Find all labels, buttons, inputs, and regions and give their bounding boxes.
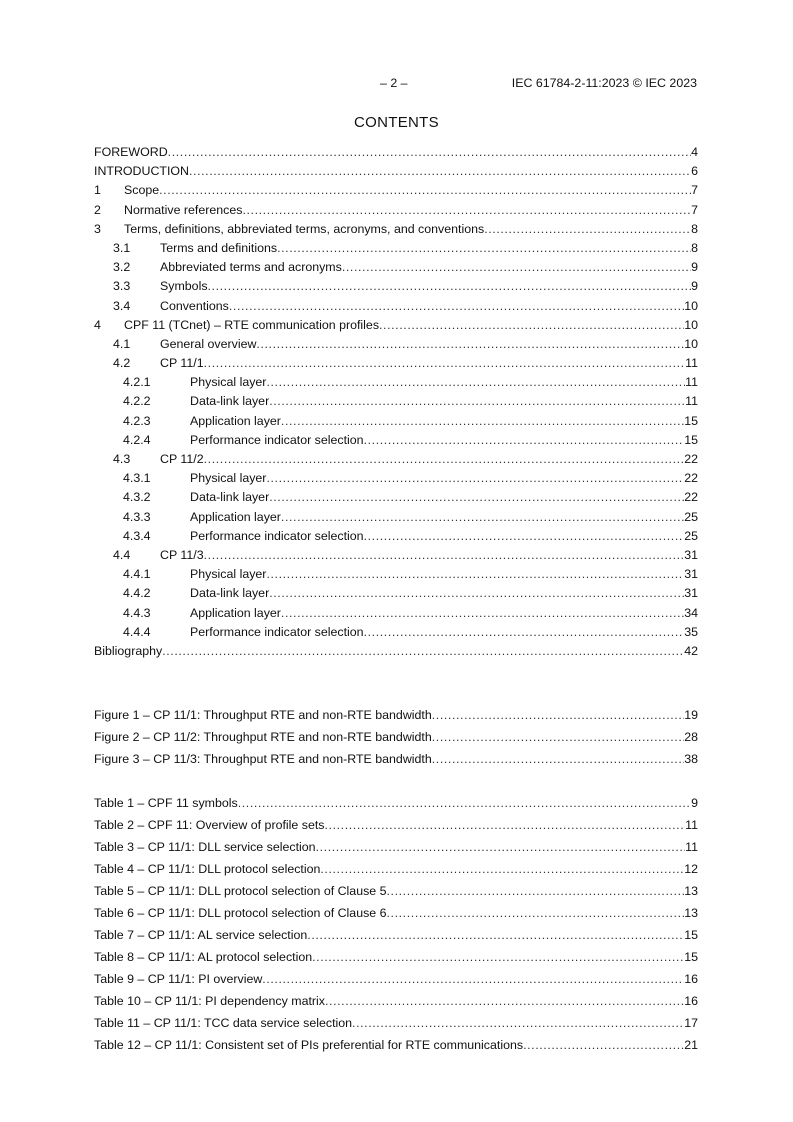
entry-page: 9 (691, 260, 698, 275)
entry-title[interactable]: Symbols (160, 279, 208, 294)
list-of-tables (94, 792, 698, 1056)
toc-entry[interactable] (94, 584, 698, 603)
table-entry[interactable] (94, 946, 698, 968)
table-entry[interactable] (94, 902, 698, 924)
entry-title[interactable]: Table 4 – CP 11/1: DLL protocol selection (94, 862, 321, 876)
entry-title[interactable]: Table 3 – CP 11/1: DLL service selection (94, 840, 316, 854)
entry-page: 10 (684, 317, 698, 332)
dot-leader (320, 858, 684, 880)
dot-leader (387, 880, 685, 902)
entry-number: 4.2.2 (123, 394, 151, 409)
entry-page: 4 (691, 145, 698, 159)
dot-leader (269, 488, 684, 507)
dot-leader (387, 902, 685, 924)
entry-page: 22 (684, 471, 698, 486)
toc-entry[interactable] (94, 527, 698, 546)
dot-leader (316, 836, 686, 858)
table-entry[interactable] (94, 792, 698, 814)
entry-title[interactable]: Normative references (124, 202, 243, 217)
entry-title[interactable]: Figure 3 – CP 11/3: Throughput RTE and non-RTE bandwidth (94, 752, 432, 766)
dot-leader (523, 1034, 684, 1056)
entry-title[interactable]: Table 8 – CP 11/1: AL protocol selection (94, 950, 313, 964)
entry-page: 11 (685, 840, 698, 854)
entry-page: 11 (685, 394, 698, 409)
dot-leader (325, 990, 684, 1012)
table-entry[interactable] (94, 924, 698, 946)
entry-page: 15 (684, 432, 698, 447)
toc-entry[interactable] (94, 392, 698, 411)
entry-title[interactable]: Table 6 – CP 11/1: DLL protocol selection of Clause 6 (94, 906, 387, 920)
entry-title[interactable]: Data-link layer (190, 490, 270, 505)
toc-entry[interactable] (94, 162, 698, 181)
dot-leader (364, 431, 685, 450)
entry-title[interactable]: Conventions (160, 298, 229, 313)
table-entry[interactable] (94, 858, 698, 880)
entry-number: 4.3.3 (123, 509, 151, 524)
entry-page: 25 (684, 509, 698, 524)
entry-page: 8 (691, 240, 698, 255)
dot-leader (307, 924, 684, 946)
toc-entry[interactable] (94, 565, 698, 584)
entry-page: 22 (684, 490, 698, 505)
entry-title[interactable]: Table 7 – CP 11/1: AL service selection (94, 928, 308, 942)
entry-title[interactable]: CPF 11 (TCnet) – RTE communication profiles (124, 317, 380, 332)
entry-number: 4.3 (113, 452, 131, 466)
entry-page: 31 (684, 567, 698, 582)
entry-title[interactable]: Figure 2 – CP 11/2: Throughput RTE and non-RTE bandwidth (94, 730, 432, 744)
entry-title[interactable]: CP 11/1 (160, 356, 204, 371)
dot-leader (342, 258, 691, 277)
entry-page: 12 (684, 862, 698, 876)
entry-number: 3.4 (113, 298, 131, 313)
table-entry[interactable] (94, 814, 698, 836)
entry-page: 11 (685, 356, 698, 371)
entry-title[interactable]: Physical layer (190, 567, 267, 582)
entry-page: 19 (684, 708, 698, 722)
dot-leader (432, 726, 684, 748)
table-entry[interactable] (94, 836, 698, 858)
table-entry[interactable] (94, 880, 698, 902)
entry-page: 25 (684, 528, 698, 543)
toc-entry[interactable] (94, 373, 698, 392)
entry-page: 15 (684, 413, 698, 428)
entry-title[interactable]: Terms and definitions (160, 240, 278, 255)
entry-title[interactable]: CP 11/2 (160, 452, 204, 466)
entry-number: 4.2.4 (123, 432, 151, 447)
toc-entry[interactable] (94, 508, 698, 527)
entry-title[interactable]: Table 9 – CP 11/1: PI overview (94, 972, 263, 986)
entry-page: 35 (684, 624, 698, 639)
entry-title[interactable]: FOREWORD (94, 145, 168, 159)
entry-number: 4.4.4 (123, 624, 151, 639)
dot-leader (262, 968, 684, 990)
dot-leader (229, 297, 684, 316)
entry-number: 4.4.1 (123, 567, 151, 582)
entry-title[interactable]: Table 1 – CPF 11 symbols (94, 796, 238, 810)
dot-leader (266, 469, 684, 488)
toc-entry[interactable] (94, 623, 698, 642)
list-of-figures (94, 704, 698, 770)
entry-page: 17 (684, 1016, 698, 1030)
toc-entry[interactable] (94, 277, 698, 296)
entry-title[interactable]: Physical layer (190, 471, 267, 486)
dot-leader (281, 604, 684, 623)
dot-leader (266, 565, 684, 584)
toc-entry[interactable] (94, 642, 698, 661)
entry-number: 4.3.1 (123, 471, 151, 486)
entry-title[interactable]: Performance indicator selection (190, 624, 364, 639)
dot-leader (484, 220, 691, 239)
toc-entry[interactable] (94, 258, 698, 277)
entry-title[interactable]: Abbreviated terms and acronyms (160, 260, 342, 275)
dot-leader (281, 412, 684, 431)
dot-leader (162, 642, 684, 661)
entry-number: 3 (94, 221, 101, 236)
entry-page: 7 (691, 183, 698, 198)
entry-page: 7 (691, 202, 698, 217)
dot-leader (432, 704, 684, 726)
entry-title[interactable]: Figure 1 – CP 11/1: Throughput RTE and non-RTE bandwidth (94, 708, 432, 722)
entry-page: 10 (684, 298, 698, 313)
entry-title[interactable]: Application layer (190, 605, 281, 620)
toc-entry[interactable] (94, 469, 698, 488)
figure-entry[interactable] (94, 704, 698, 726)
entry-number: 3.3 (113, 279, 131, 294)
table-entry[interactable] (94, 990, 698, 1012)
entry-title[interactable]: Application layer (190, 413, 281, 428)
entry-number: 4.4.3 (123, 605, 151, 620)
dot-leader (159, 181, 691, 200)
table-entry[interactable] (94, 1034, 698, 1056)
toc-entry[interactable] (94, 143, 698, 162)
entry-title[interactable]: Table 12 – CP 11/1: Consistent set of PIs preferential for RTE communications (94, 1038, 524, 1052)
entry-number: 4.2.3 (123, 413, 151, 428)
toc-entry[interactable] (94, 604, 698, 623)
entry-page: 9 (691, 796, 698, 810)
table-entry[interactable] (94, 968, 698, 990)
entry-page: 8 (691, 221, 698, 236)
toc-entry[interactable] (94, 201, 698, 220)
dot-leader (189, 162, 691, 181)
dot-leader (281, 508, 684, 527)
entry-page: 16 (684, 994, 698, 1008)
dot-leader (432, 748, 684, 770)
entry-title[interactable]: General overview (160, 336, 257, 351)
toc-entry[interactable] (94, 412, 698, 431)
entry-title[interactable]: Table 2 – CPF 11: Overview of profile sets (94, 818, 325, 832)
entry-title[interactable]: CP 11/3 (160, 547, 204, 562)
entry-page: 15 (684, 950, 698, 964)
dot-leader (168, 143, 691, 162)
table-of-contents (94, 143, 698, 661)
entry-page: 21 (684, 1038, 698, 1052)
entry-page: 13 (684, 884, 698, 898)
entry-title[interactable]: Physical layer (190, 375, 267, 390)
toc-entry[interactable] (94, 450, 698, 469)
entry-number: 1 (94, 183, 101, 198)
entry-title[interactable]: Scope (124, 183, 160, 198)
entry-number: 4.4 (113, 547, 131, 562)
page-number: – 2 – (380, 76, 408, 90)
entry-number: 4 (94, 317, 101, 332)
entry-number: 4.1 (113, 336, 131, 351)
dot-leader (364, 527, 685, 546)
document-reference: IEC 61784-2-11:2023 © IEC 2023 (511, 76, 697, 90)
dot-leader (238, 792, 691, 814)
toc-entry[interactable] (94, 297, 698, 316)
entry-number: 2 (94, 202, 101, 217)
entry-number: 4.3.2 (123, 490, 151, 505)
dot-leader (269, 392, 685, 411)
entry-page: 11 (685, 375, 698, 390)
entry-page: 38 (684, 752, 698, 766)
table-entry[interactable] (94, 1012, 698, 1034)
dot-leader (324, 814, 685, 836)
entry-number: 3.2 (113, 260, 131, 275)
entry-page: 13 (684, 906, 698, 920)
entry-number: 4.2 (113, 356, 131, 371)
entry-page: 28 (684, 730, 698, 744)
dot-leader (269, 584, 684, 603)
toc-entry[interactable] (94, 354, 698, 373)
entry-title[interactable]: Table 10 – CP 11/1: PI dependency matrix (94, 994, 325, 1008)
contents-title: CONTENTS (354, 114, 439, 131)
toc-entry[interactable] (94, 220, 698, 239)
dot-leader (379, 316, 684, 335)
entry-number: 4.3.4 (123, 528, 151, 543)
toc-entry[interactable] (94, 316, 698, 335)
entry-page: 42 (684, 643, 698, 658)
entry-page: 11 (685, 818, 698, 832)
entry-page: 34 (684, 605, 698, 620)
entry-page: 9 (691, 279, 698, 294)
entry-title[interactable]: Application layer (190, 509, 281, 524)
toc-entry[interactable] (94, 546, 698, 565)
toc-entry[interactable] (94, 335, 698, 354)
dot-leader (352, 1012, 684, 1034)
dot-leader (266, 373, 685, 392)
toc-entry[interactable] (94, 431, 698, 450)
dot-leader (277, 239, 691, 258)
toc-entry[interactable] (94, 488, 698, 507)
dot-leader (364, 623, 685, 642)
entry-title[interactable]: INTRODUCTION (94, 164, 189, 179)
dot-leader (312, 946, 684, 968)
entry-title[interactable]: Bibliography (94, 643, 163, 658)
dot-leader (204, 450, 685, 469)
entry-title[interactable]: Terms, definitions, abbreviated terms, acronyms, and conventions (124, 221, 485, 236)
dot-leader (204, 546, 685, 565)
entry-page: 6 (691, 164, 698, 179)
entry-title[interactable]: Data-link layer (190, 586, 270, 601)
entry-page: 15 (684, 928, 698, 942)
dot-leader (204, 354, 685, 373)
entry-page: 22 (684, 452, 698, 466)
figure-entry[interactable] (94, 748, 698, 770)
entry-page: 31 (684, 547, 698, 562)
entry-page: 31 (684, 586, 698, 601)
dot-leader (256, 335, 684, 354)
entry-title[interactable]: Table 11 – CP 11/1: TCC data service selection (94, 1016, 353, 1030)
toc-entry[interactable] (94, 239, 698, 258)
entry-title[interactable]: Data-link layer (190, 394, 270, 409)
dot-leader (208, 277, 692, 296)
entry-number: 4.2.1 (123, 375, 151, 390)
entry-title[interactable]: Performance indicator selection (190, 432, 364, 447)
entry-number: 3.1 (113, 240, 131, 255)
entry-number: 4.4.2 (123, 586, 151, 601)
entry-page: 10 (684, 336, 698, 351)
entry-page: 16 (684, 972, 698, 986)
toc-entry[interactable] (94, 181, 698, 200)
figure-entry[interactable] (94, 726, 698, 748)
entry-title[interactable]: Table 5 – CP 11/1: DLL protocol selection of Clause 5 (94, 884, 387, 898)
entry-title[interactable]: Performance indicator selection (190, 528, 364, 543)
dot-leader (242, 201, 691, 220)
